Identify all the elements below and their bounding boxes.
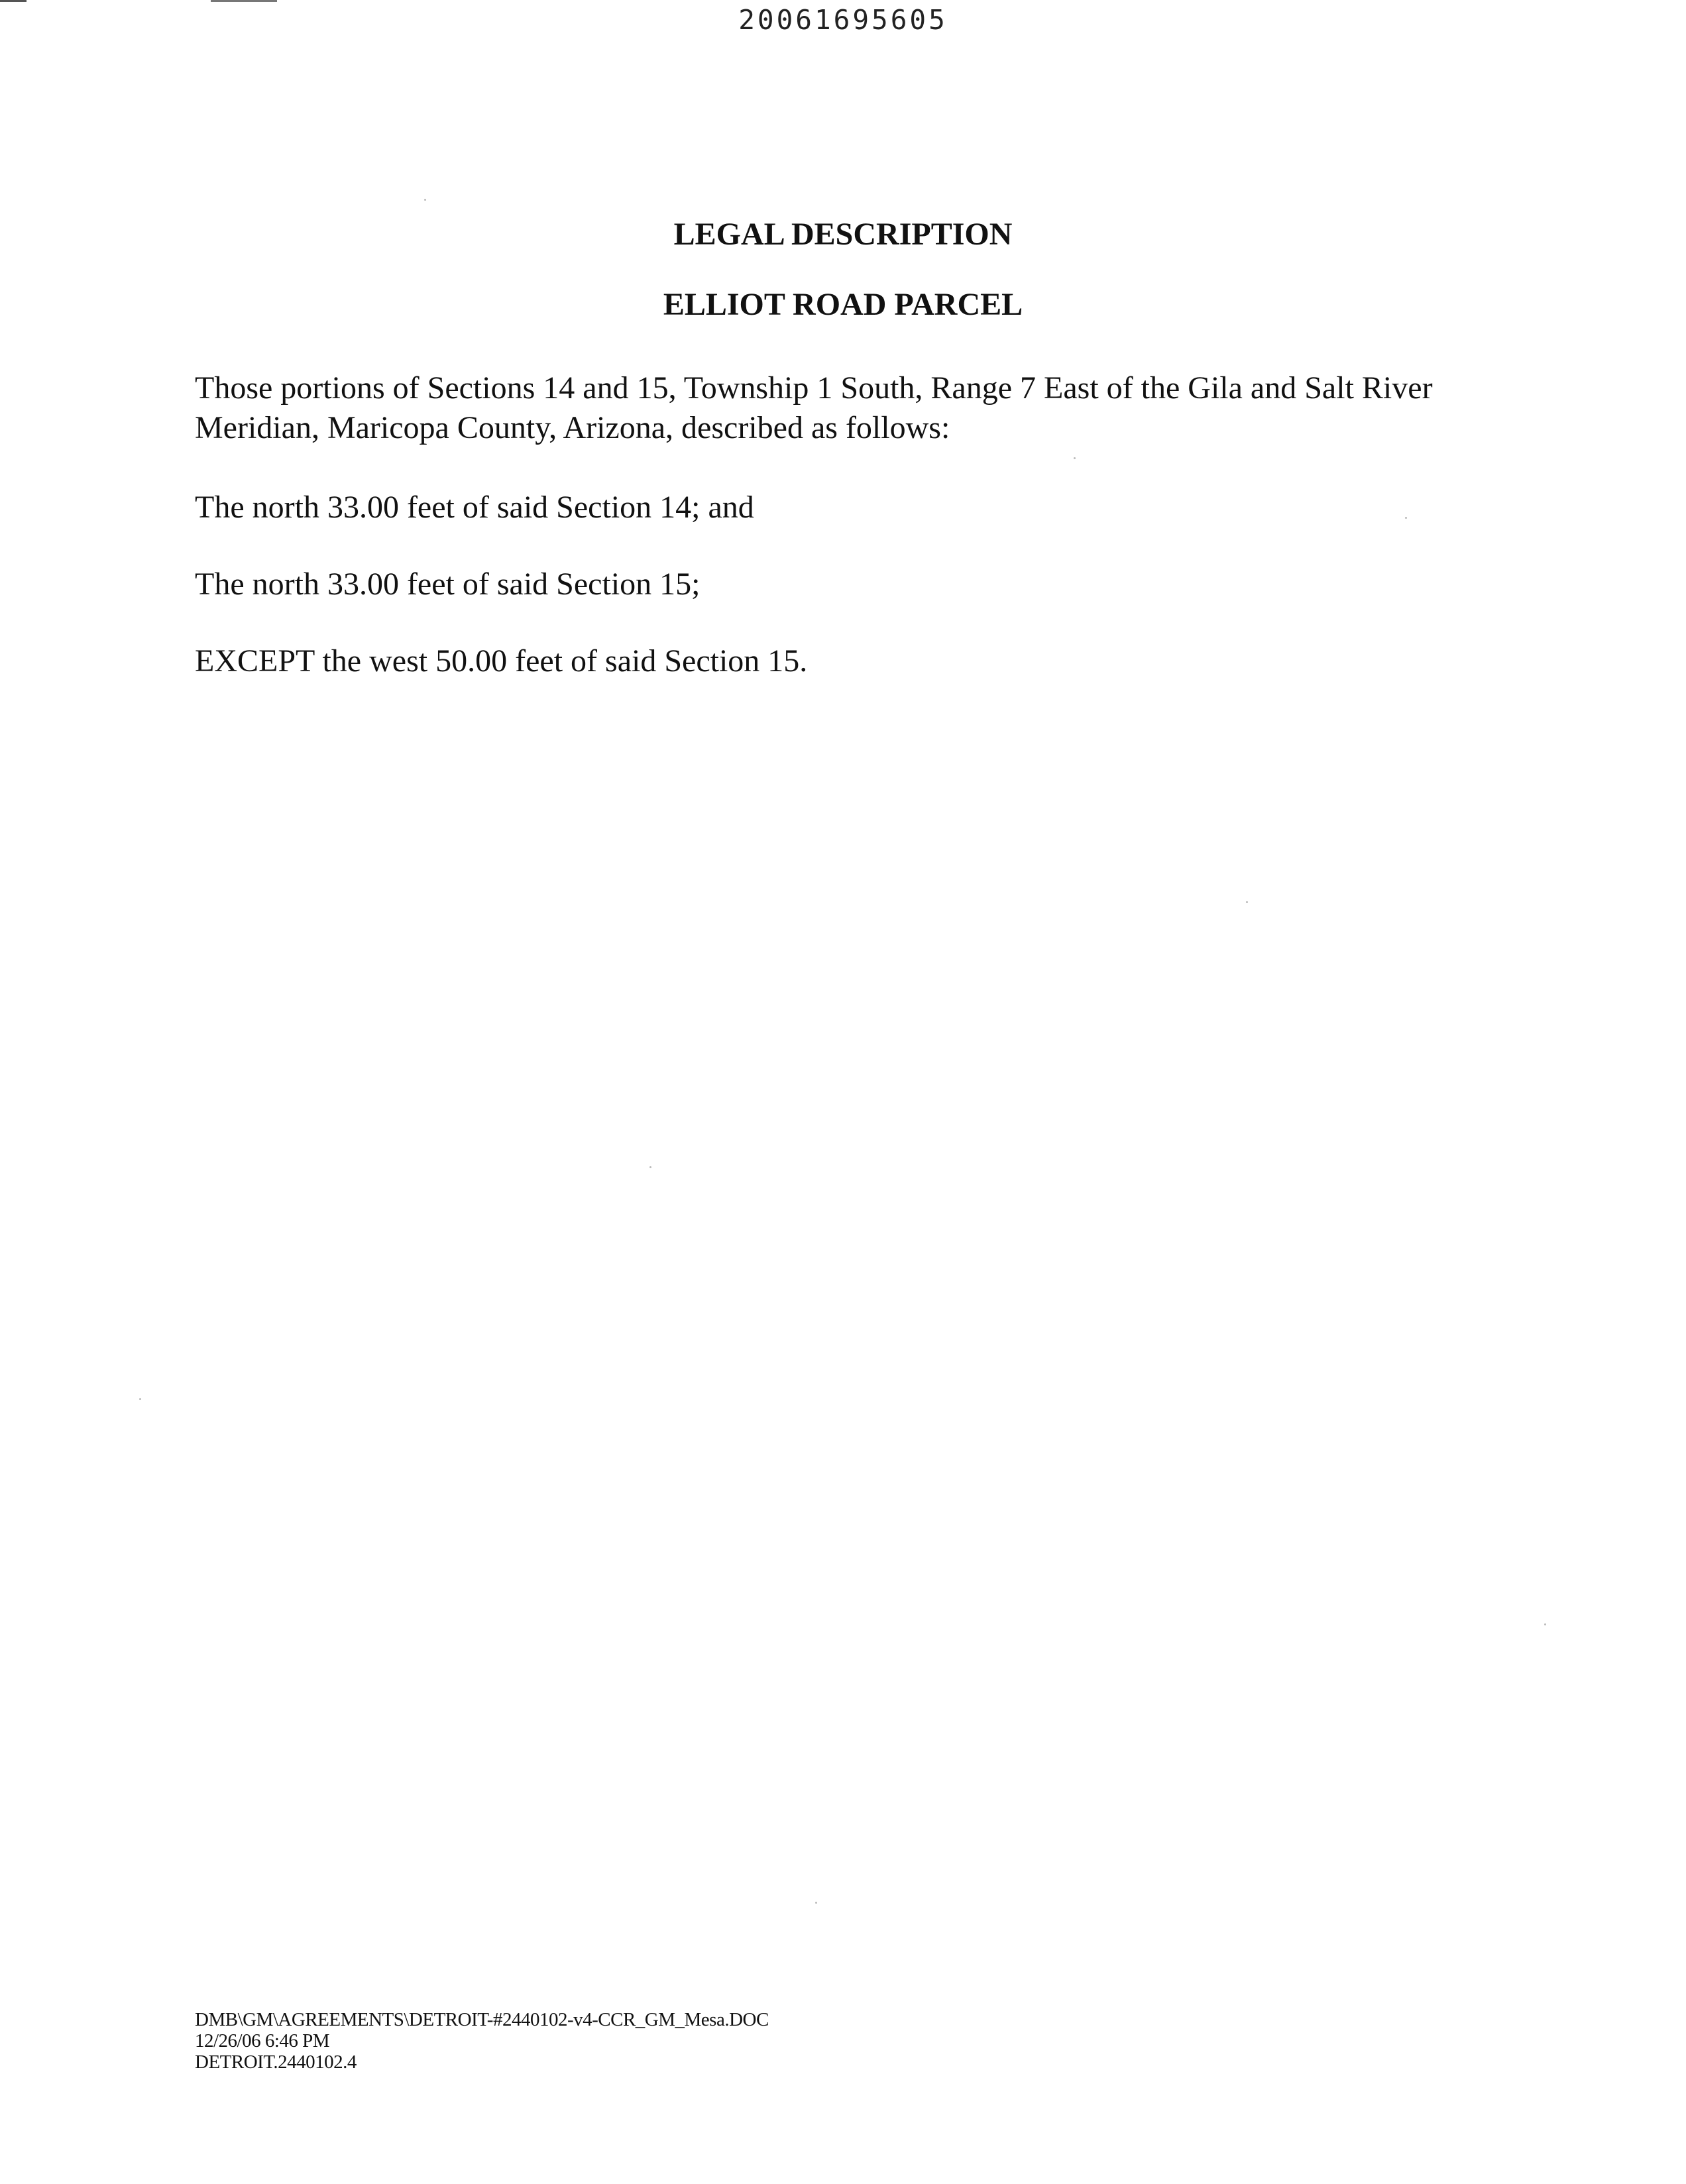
footer-file-path: DMB\GM\AGREEMENTS\DETROIT-#2440102-v4-CCR_GM_Mesa.DOC: [195, 2009, 769, 2030]
paragraph-exception: EXCEPT the west 50.00 feet of said Section 15.: [195, 643, 808, 679]
scan-speck: [424, 199, 426, 201]
scan-speck: [1405, 517, 1407, 519]
scan-corner-mark: [0, 0, 27, 2]
scan-speck: [1074, 457, 1076, 459]
paragraph-section-14: The north 33.00 feet of said Section 14; and: [195, 490, 754, 525]
footer-document-id: DETROIT.2440102.4: [195, 2051, 357, 2073]
scan-speck: [1544, 1623, 1546, 1625]
scan-speck: [815, 1902, 817, 1904]
scan-speck: [1246, 901, 1248, 903]
document-subtitle: ELLIOT ROAD PARCEL: [663, 287, 1023, 322]
footer-timestamp: 12/26/06 6:46 PM: [195, 2030, 330, 2051]
recording-number: 20061695605: [738, 4, 948, 36]
document-footer: [195, 2009, 769, 2073]
paragraph-description: Those portions of Sections 14 and 15, Township 1 South, Range 7 East of the Gila and Salt River Meridian, Maricopa County, Arizona, described as follows:: [195, 370, 1433, 445]
scan-top-dash: [211, 0, 277, 2]
document-title: LEGAL DESCRIPTION: [673, 217, 1013, 252]
scan-speck: [139, 1398, 141, 1400]
paragraph-section-15: The north 33.00 feet of said Section 15;: [195, 567, 701, 602]
scan-speck: [649, 1166, 651, 1168]
